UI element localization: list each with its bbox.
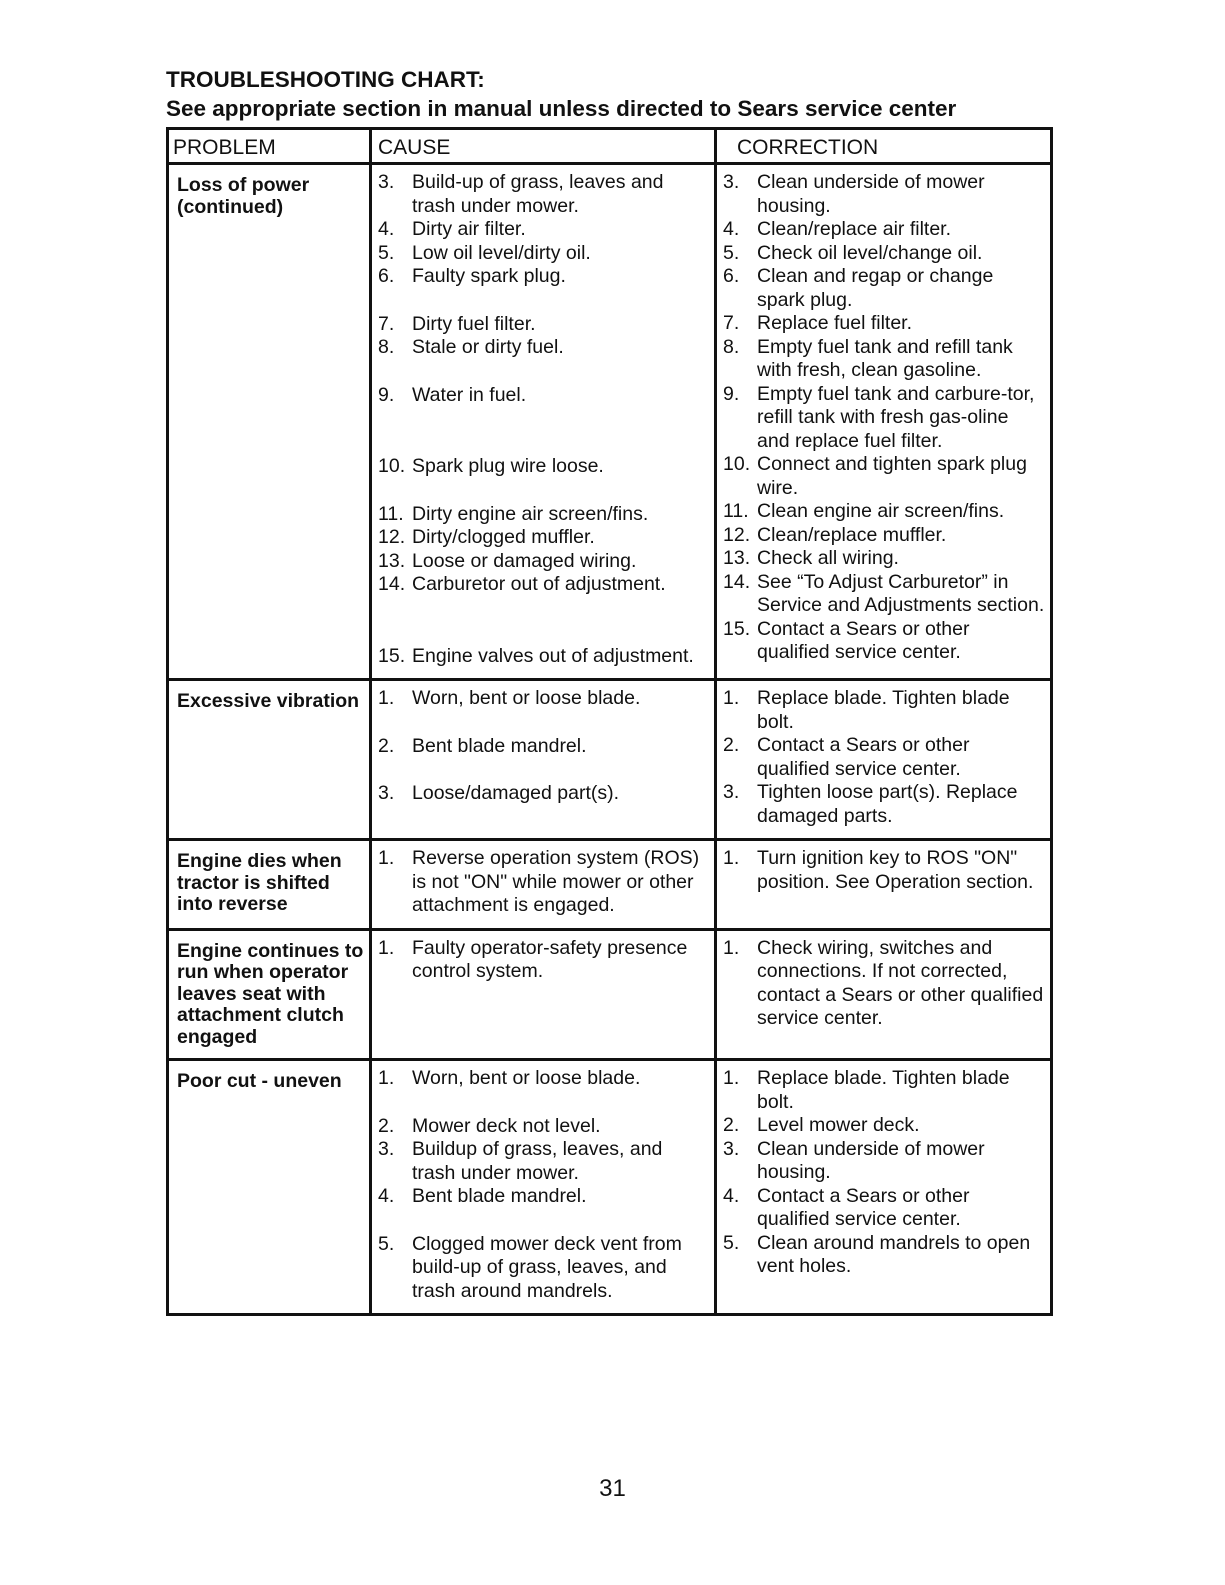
cause-item — [378, 313, 710, 337]
correction-item-text: Empty fuel tank and carbure-tor, refill tank with fresh gas-oline and replace fuel filter. — [757, 382, 1035, 452]
cause-item-number: 1. — [378, 936, 395, 959]
correction-item-text: Check oil level/change oil. — [757, 241, 983, 264]
cause-item-number: 5. — [378, 241, 395, 264]
cause-item-text: Loose or damaged wiring. — [412, 549, 637, 572]
cause-item-text: Build-up of grass, leaves and trash under mower. — [412, 171, 664, 217]
cause-item-text: Mower deck not level. — [412, 1114, 601, 1137]
correction-item-number: 5. — [723, 241, 740, 264]
cause-item-number: 2. — [378, 734, 395, 757]
cause-item-number: 5. — [378, 1232, 395, 1255]
correction-item-number: 1. — [723, 936, 740, 959]
troubleshooting-table — [166, 127, 1053, 1316]
correction-item-number: 3. — [723, 781, 740, 803]
table-header-row — [168, 129, 1052, 164]
cause-cell — [371, 840, 716, 930]
cause-item — [378, 550, 710, 574]
correction-item — [723, 524, 1046, 548]
cause-item-number: 1. — [378, 847, 395, 869]
cause-item-text: Loose/damaged part(s). — [412, 782, 620, 804]
correction-item-number: 2. — [723, 1114, 740, 1136]
cause-item-number: 6. — [378, 265, 395, 287]
correction-item — [723, 383, 1046, 454]
correction-item-number: 13. — [723, 547, 751, 569]
correction-item-number: 11. — [723, 500, 749, 522]
cause-item-number: 14. — [378, 573, 406, 595]
cause-item-number: 4. — [378, 218, 395, 240]
correction-item — [723, 847, 1046, 894]
cause-item-text: Faulty operator-safety presence control system. — [412, 936, 688, 982]
chart-title: TROUBLESHOOTING CHART: — [166, 67, 485, 92]
correction-item — [723, 171, 1046, 218]
cause-item-number: 1. — [378, 687, 395, 709]
cause-item — [378, 782, 710, 806]
correction-item-text: Replace fuel filter. — [757, 312, 913, 334]
correction-item-number: 3. — [723, 171, 740, 193]
column-header-correction: CORRECTION — [716, 129, 1052, 164]
correction-item — [723, 687, 1046, 734]
correction-cell — [716, 840, 1052, 930]
cause-item-text: Low oil level/dirty oil. — [412, 241, 591, 264]
correction-list — [723, 937, 1046, 1031]
correction-item-number: 2. — [723, 734, 740, 756]
correction-item-text: Replace blade. Tighten blade bolt. — [757, 687, 1010, 733]
table-row — [168, 840, 1052, 930]
correction-item — [723, 937, 1046, 1031]
problem-cell: Poor cut - uneven — [168, 1060, 371, 1315]
correction-item — [723, 312, 1046, 336]
correction-item — [723, 1185, 1046, 1232]
correction-item-text: Tighten loose part(s). Replace damaged parts. — [757, 781, 1018, 827]
cause-item-text: Carburetor out of adjustment. — [412, 573, 666, 595]
cause-item — [378, 384, 710, 408]
cause-item — [378, 455, 710, 479]
correction-item-number: 7. — [723, 312, 740, 334]
correction-item — [723, 618, 1046, 665]
page-number: 31 — [599, 1475, 626, 1502]
cause-item-number: 4. — [378, 1185, 395, 1207]
correction-item-number: 14. — [723, 570, 751, 593]
correction-item-text: Clean/replace muffler. — [757, 523, 947, 546]
correction-item-number: 5. — [723, 1231, 740, 1254]
cause-item — [378, 526, 710, 550]
correction-item-number: 9. — [723, 382, 740, 405]
correction-cell — [716, 929, 1052, 1060]
correction-item-text: Contact a Sears or other qualified service center. — [757, 1184, 970, 1230]
correction-item — [723, 781, 1046, 828]
cause-item-number: 12. — [378, 526, 406, 548]
cause-item-number: 10. — [378, 455, 406, 477]
cause-item-text: Dirty fuel filter. — [412, 312, 536, 335]
correction-item — [723, 734, 1046, 781]
cause-item — [378, 645, 710, 669]
correction-item — [723, 336, 1046, 383]
table-row — [168, 680, 1052, 840]
correction-item-number: 3. — [723, 1137, 740, 1160]
cause-cell — [371, 164, 716, 680]
cause-item-number: 1. — [378, 1067, 395, 1089]
cause-item-text: Clogged mower deck vent from build-up of grass, leaves, and trash around mandrels. — [412, 1232, 682, 1302]
cause-item — [378, 171, 710, 218]
correction-cell — [716, 164, 1052, 680]
correction-item-text: Replace blade. Tighten blade bolt. — [757, 1067, 1010, 1113]
cause-item — [378, 503, 710, 527]
correction-item-number: 4. — [723, 218, 740, 240]
cause-item-text: Worn, bent or loose blade. — [412, 1067, 641, 1089]
cause-list — [378, 847, 710, 918]
problem-cell: Engine continues to run when operator leaves seat with attachment clutch engaged — [168, 929, 371, 1060]
cause-list — [378, 1067, 710, 1303]
cause-item — [378, 1233, 710, 1304]
correction-item-number: 1. — [723, 1067, 740, 1089]
cause-item-text: Dirty engine air screen/fins. — [412, 502, 649, 525]
correction-item — [723, 218, 1046, 242]
correction-item-text: Clean underside of mower housing. — [757, 1137, 985, 1183]
correction-item-text: Check wiring, switches and connections. If not corrected, contact a Sears or other qualified service center. — [757, 936, 1044, 1029]
correction-item — [723, 1138, 1046, 1185]
cause-item — [378, 265, 710, 289]
correction-item-text: Clean and regap or change spark plug. — [757, 265, 994, 311]
cause-list — [378, 937, 710, 984]
correction-item-text: Level mower deck. — [757, 1114, 920, 1136]
correction-item-text: Empty fuel tank and refill tank with fresh, clean gasoline. — [757, 335, 1013, 381]
cause-item-number: 2. — [378, 1114, 395, 1137]
cause-item — [378, 573, 710, 597]
correction-item-number: 1. — [723, 687, 740, 709]
cause-item-number: 3. — [378, 171, 395, 193]
correction-item-number: 6. — [723, 265, 740, 287]
table-row — [168, 164, 1052, 680]
correction-list — [723, 171, 1046, 665]
problem-cell: Excessive vibration — [168, 680, 371, 840]
problem-cell: Engine dies when tractor is shifted into reverse — [168, 840, 371, 930]
cause-item-number: 13. — [378, 549, 406, 572]
cause-item-text: Stale or dirty fuel. — [412, 336, 564, 358]
cause-list — [378, 171, 710, 668]
correction-item-text: Clean underside of mower housing. — [757, 171, 985, 217]
correction-item — [723, 242, 1046, 266]
chart-subtitle: See appropriate section in manual unless directed to Sears service center — [166, 96, 957, 121]
correction-item-text: See “To Adjust Carburetor” in Service and Adjustments section. — [757, 570, 1045, 616]
cause-item — [378, 1115, 710, 1139]
correction-item-text: Connect and tighten spark plug wire. — [757, 453, 1027, 499]
correction-item-number: 1. — [723, 847, 740, 869]
correction-item-number: 10. — [723, 453, 751, 475]
correction-list — [723, 687, 1046, 828]
column-header-cause: CAUSE — [371, 129, 716, 164]
cause-item-number: 3. — [378, 782, 395, 804]
cause-item-number: 8. — [378, 336, 395, 358]
cause-item — [378, 1138, 710, 1185]
cause-item-text: Faulty spark plug. — [412, 265, 566, 287]
cause-item-number: 3. — [378, 1138, 395, 1160]
correction-item-number: 15. — [723, 617, 751, 640]
correction-item-number: 4. — [723, 1184, 740, 1207]
correction-item-text: Contact a Sears or other qualified service center. — [757, 617, 970, 663]
correction-list — [723, 1067, 1046, 1279]
cause-item-text: Bent blade mandrel. — [412, 734, 587, 757]
cause-item — [378, 937, 710, 984]
cause-item — [378, 735, 710, 759]
correction-item-text: Clean engine air screen/fins. — [757, 500, 1005, 522]
cause-list — [378, 687, 710, 806]
table-row — [168, 1060, 1052, 1315]
correction-item — [723, 547, 1046, 571]
cause-item — [378, 1067, 710, 1091]
cause-item — [378, 1185, 710, 1209]
cause-item-text: Buildup of grass, leaves, and trash under mower. — [412, 1138, 663, 1184]
correction-item — [723, 1232, 1046, 1279]
column-header-problem: PROBLEM — [168, 129, 371, 164]
cause-item-text: Spark plug wire loose. — [412, 455, 604, 477]
table-row — [168, 929, 1052, 1060]
cause-cell — [371, 1060, 716, 1315]
cause-item-text: Reverse operation system (ROS) is not "ON" while mower or other attachment is engaged. — [412, 847, 700, 916]
table-body — [168, 164, 1052, 1315]
correction-cell — [716, 1060, 1052, 1315]
correction-item — [723, 1114, 1046, 1138]
problem-cell: Loss of power (continued) — [168, 164, 371, 680]
cause-item-number: 7. — [378, 312, 395, 335]
correction-item-text: Check all wiring. — [757, 547, 899, 569]
correction-item-text: Clean/replace air filter. — [757, 218, 952, 240]
correction-item-number: 8. — [723, 335, 740, 358]
cause-item-text: Dirty/clogged muffler. — [412, 526, 595, 548]
cause-item — [378, 218, 710, 242]
cause-item — [378, 336, 710, 360]
correction-item-text: Clean around mandrels to open vent holes. — [757, 1231, 1031, 1277]
correction-cell — [716, 680, 1052, 840]
cause-item — [378, 687, 710, 711]
cause-item-text: Dirty air filter. — [412, 218, 526, 240]
cause-item — [378, 847, 710, 918]
correction-item-text: Contact a Sears or other qualified service center. — [757, 734, 970, 780]
cause-item-number: 9. — [378, 383, 395, 406]
cause-item-number: 11. — [378, 502, 404, 525]
cause-item-number: 15. — [378, 644, 406, 667]
cause-cell — [371, 680, 716, 840]
correction-item — [723, 453, 1046, 500]
cause-item — [378, 242, 710, 266]
correction-item — [723, 571, 1046, 618]
cause-cell — [371, 929, 716, 1060]
cause-item-text: Bent blade mandrel. — [412, 1185, 587, 1207]
correction-item — [723, 265, 1046, 312]
correction-list — [723, 847, 1046, 894]
correction-item — [723, 500, 1046, 524]
cause-item-text: Water in fuel. — [412, 383, 527, 406]
cause-item-text: Worn, bent or loose blade. — [412, 687, 641, 709]
correction-item-number: 12. — [723, 523, 751, 546]
cause-item-text: Engine valves out of adjustment. — [412, 644, 694, 667]
correction-item — [723, 1067, 1046, 1114]
correction-item-text: Turn ignition key to ROS "ON" position. See Operation section. — [757, 847, 1034, 893]
